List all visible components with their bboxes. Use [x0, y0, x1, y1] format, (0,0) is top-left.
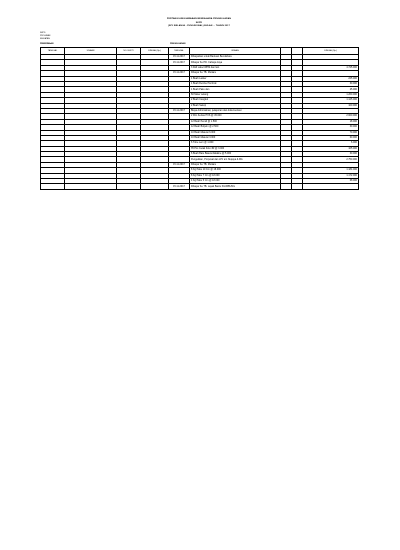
- table-cell: 6.000: [303, 141, 359, 146]
- table-cell: Biaya Administrasi, pelaporan dan dokumentasi: [190, 108, 281, 113]
- table-cell: 2 Rim Kertas HVS @ 45.000: [190, 114, 281, 119]
- table-cell: 6 Buah Batu Baterai Alkaline @ 5.000: [190, 152, 281, 157]
- table-row: [41, 184, 359, 189]
- empty-cell: [281, 184, 292, 189]
- table-cell: 1.260.000: [303, 92, 359, 97]
- table-cell: 35 Pcs Cetak Foto 3R @ 3.000: [190, 146, 281, 151]
- table-cell: Dibayar Ke TB. Mutiara: [190, 162, 281, 167]
- meta-key: KEGIATAN: [40, 37, 50, 40]
- table-cell: 12 Buah Pensil @ 1.500: [190, 119, 281, 124]
- table-cell: 2.600.000: [303, 114, 359, 119]
- table-cell: 1.125.000: [303, 98, 359, 103]
- table-cell: 15.11.2017: [169, 55, 190, 60]
- table-cell: 225.000: [303, 76, 359, 81]
- title-line-2: SKPD: [195, 21, 203, 24]
- empty-cell: [41, 184, 65, 189]
- column-header: URAIAN: [190, 48, 281, 55]
- column-header: URAIAN: [65, 48, 117, 55]
- table-cell: 30.000: [303, 125, 359, 130]
- column-header: TANGGAL: [41, 48, 65, 55]
- empty-cell: [65, 184, 117, 189]
- section-headings: [40, 43, 358, 46]
- column-header: JUMLAH (Rp.): [303, 48, 359, 55]
- column-header: [281, 48, 292, 55]
- table-cell: 30.000: [303, 82, 359, 87]
- empty-cell: [141, 184, 169, 189]
- table-cell: 4 Kg Paku 5 Cm @ 18.000: [190, 179, 281, 184]
- table-cell: 1.172.000: [303, 173, 359, 178]
- table-cell: 1 Buah Paku dan: [190, 87, 281, 92]
- table-cell: Dibayar Ke TB. Layak Bantu KILIMBUNG: [190, 184, 281, 189]
- table-cell: [303, 184, 359, 189]
- table-cell: 8 Kg Paku 10 Cm @ 18.000: [190, 168, 281, 173]
- table-cell: 1 Buah Dembel Tembok: [190, 82, 281, 87]
- table-cell: 8 Kg Paku 7 Cm @ 18.000: [190, 173, 281, 178]
- table-cell: 4.725.000: [303, 65, 359, 70]
- table-cell: 100.000: [303, 103, 359, 108]
- column-header: TANGGAL: [169, 48, 190, 55]
- table-cell: 18.000: [303, 119, 359, 124]
- section-pengeluaran: PENGELUARAN: [170, 43, 186, 46]
- table-header-row: [41, 48, 359, 55]
- table-cell: 10 Buah Materai 6.000: [190, 130, 281, 135]
- table-cell: 60.000: [303, 135, 359, 140]
- empty-cell: [117, 184, 141, 189]
- table-cell: 2 Buah Cangkul: [190, 98, 281, 103]
- table-cell: 25.000: [303, 87, 359, 92]
- table-cell: Dibayarkan untuk Bantuan Bendahara: [190, 55, 281, 60]
- section-penerimaan: PENERIMAAN: [40, 43, 54, 46]
- table-cell: 2.750.000: [303, 157, 359, 162]
- table-cell: 1 Buah Lacker: [190, 76, 281, 81]
- document-title: [40, 18, 358, 29]
- ledger-body: [41, 55, 359, 190]
- table-cell: 30.000: [303, 152, 359, 157]
- table-cell: Pengetikan, Proposal dan LPJ a/n Nuqaya & MA: [190, 157, 281, 162]
- table-cell: 68.000: [303, 179, 359, 184]
- table-cell: 60 Meter selang: [190, 92, 281, 97]
- document-meta: [40, 32, 358, 41]
- column-header: [292, 48, 303, 55]
- title-line-3: (SPJ BELANJA - FUNGSIONAL) BULAN ... TAHUN 2017: [168, 25, 230, 28]
- table-cell: 15.11.2017: [169, 71, 190, 76]
- title-line-1: PERTANGGUNGJAWABAN BENDAHARA PENGELUARAN: [166, 18, 232, 20]
- table-cell: 10 Buah Materai 3.000: [190, 135, 281, 140]
- table-cell: 70.000: [303, 130, 359, 135]
- table-cell: 15.11.2017: [169, 60, 190, 65]
- ledger-table: [40, 47, 359, 190]
- table-cell: 6 Tube Lem @ 1.000: [190, 141, 281, 146]
- table-cell: 12 Buah Bolpoin @ 2.500: [190, 125, 281, 130]
- table-cell: 15.11.2017: [169, 184, 190, 189]
- table-cell: 2 Buah Sekop: [190, 103, 281, 108]
- table-cell: 15.11.2017: [169, 162, 190, 167]
- table-cell: 1.184.000: [303, 168, 359, 173]
- document-sheet: [40, 18, 358, 190]
- column-header: JUMLAH (Rp.): [141, 48, 169, 55]
- empty-cell: [292, 184, 303, 189]
- meta-row: [40, 38, 358, 41]
- meta-key: PROGRAM: [40, 34, 51, 37]
- table-cell: 15.11.2017: [169, 108, 190, 113]
- table-cell: 3 Roll Label WPM dan lain: [190, 65, 281, 70]
- table-cell: 105.000: [303, 146, 359, 151]
- table-cell: Dibayar Ke PD. Cahaya Jaya: [190, 60, 281, 65]
- meta-key: SKPD: [40, 31, 46, 34]
- column-header: NO. BUKTI: [117, 48, 141, 55]
- table-cell: Dibayar Ke TB. Mutiara: [190, 71, 281, 76]
